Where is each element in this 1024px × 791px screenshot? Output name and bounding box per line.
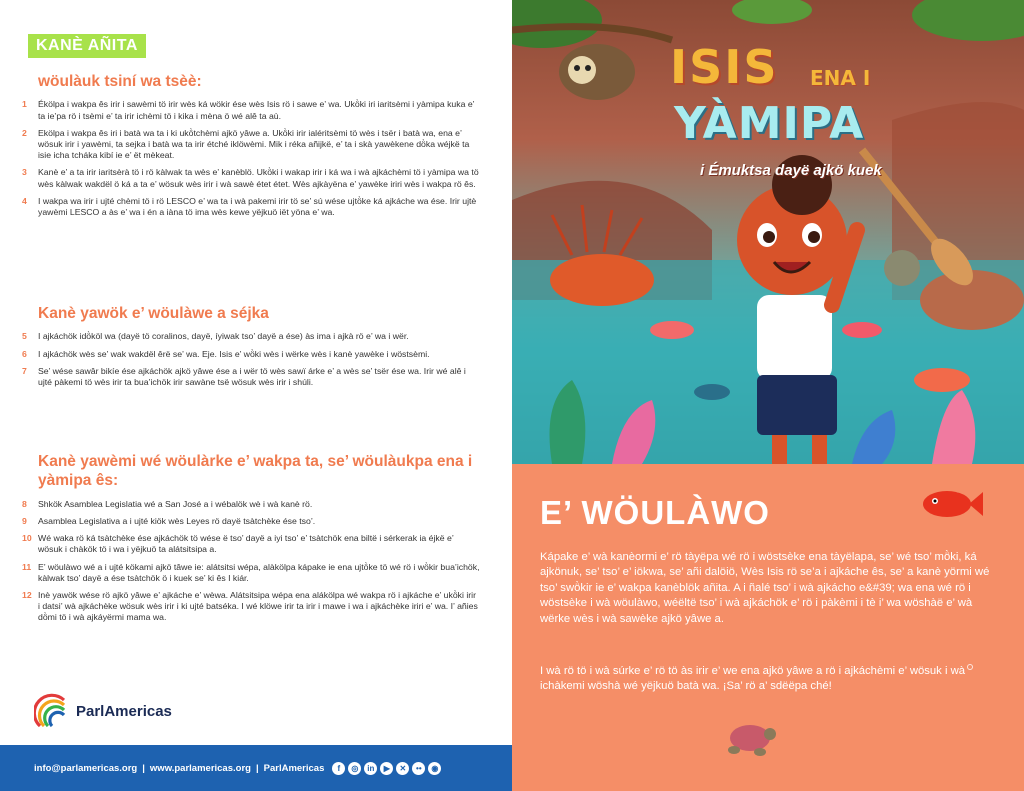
info-panel: [512, 464, 1024, 791]
list-item: 6 I ajkáchök wès se’ wak wakdël êrë se’ wa. Eje. Isis e’ wö̀ki wès i wërke wès i kanè yawèke i wöstsèmi.: [22, 348, 430, 359]
footer-separator: |: [255, 762, 259, 774]
x-icon[interactable]: ✕: [396, 762, 409, 775]
section-3-heading: Kanè yawèmi wé wöulàrke e’ wakpa ta, se’ wöulàukpa ena i yàmipa ês:: [38, 453, 473, 490]
list-item: 9 Asamblea Legislativa a i ujté kiök wès Leyes rö dayë tsàtchèke ése tso’.: [22, 515, 316, 526]
cover-subtitle: i Émuktsa dayë ajkö kuek: [700, 162, 882, 179]
list-item: 5 I ajkáchök idö̀köl wa (dayë tö coralinos, dayë, íyiwak tso’ dayë a ése) às ima i ajkà rö e’ wa i wër.: [22, 331, 409, 342]
section-1: [18, 72, 480, 224]
section-tag: KANÈ AÑITA: [28, 34, 146, 58]
parlamericas-logo-icon: [34, 692, 74, 730]
footer-bar: [0, 745, 512, 791]
footer-email[interactable]: info@parlamericas.org: [34, 762, 138, 774]
turtle-icon: [720, 714, 780, 762]
list-item: 3 Kanè e’ a ta irir iaritsèrà tö i rö kàlwak ta wès e’ kanèblö. Ukö̀ki i wakap irir i ká wa i wà ajkáchèmi tö i yàmipa wa tö wès kàlwak wakdël ö ká a ta e’ wösuk wès irir i wà sawè étet étet. Wès ajkàyëna e’ yawèke iriri wès i wakpa rö ês.: [22, 167, 479, 189]
right-page: [512, 0, 1024, 791]
flickr-icon[interactable]: ••: [412, 762, 425, 775]
linkedin-icon[interactable]: in: [364, 762, 377, 775]
podcast-icon[interactable]: ◉: [428, 762, 441, 775]
panel-paragraph-1: Kápake e’ wà kanèormi e’ rö tàyëpa wé rö i wöstsèke ena tàyëlapa, se’ wé tso’ mö̀ki, ká ajkönuk, se’ tso’ e’ iökwa, se’ añi dalöiö, Wès Isis rö se’a i ajkáche ês, se’ a kanè yörmi wé tso’ swö̀kir ie e’ wakpa kanèblök añita. A i ñalé tso’ i wà ajkácho e&#39; wa ena wé rö i wöstsèke i wà wöulàwo, wéëltë tso’ i wà ajkáchök e’ rö i pàkèmi i tè i’ wa wöshàë e’ wà wërke wès i wà sawèke ajkö yâwe a.: [540, 551, 990, 625]
panel-paragraph-2: I wà rö tö i wà súrke e’ rö tö às irir e’ we ena ajkö yâwe a rö i ajkáchèmi e’ wösuk i wà ichàkemi wöshà wé yëjkuö batà wa. ¡Sa’ rö a’ sdëëpa ché!: [540, 665, 966, 693]
list-item: 4 I wakpa wa irir i ujté chèmi tö i rö LESCO e’ wa ta i wà pakemi irir tö se’ sú wése ujtö̀ke ká ajkáche wa ése. Irir ujtè yawèmi LESCO a às e’ wa i én a iàna tö ima wès kewe yëjkuö iët yöna e’ wa.: [22, 195, 477, 217]
footer-separator: |: [142, 762, 145, 774]
social-icons: [332, 762, 441, 775]
footer-name: ParlAmericas: [263, 762, 325, 774]
youtube-icon[interactable]: ▶: [380, 762, 393, 775]
panel-heading: E’ WÖULÀWO: [540, 494, 770, 531]
list-item: 8 Shkök Asamblea Legislatia wé a San José a i wébalök wè i wà kanè rö.: [22, 498, 313, 509]
facebook-icon[interactable]: f: [332, 762, 345, 775]
cover-title-ena: ENA I: [810, 66, 871, 90]
cover-illustration: [512, 0, 1024, 464]
list-item: 10 Wé waka rö ká tsàtchèke ése ajkáchök tö wése ë tso’ dayë a iyi tso’ e’ tsàtchök ena biltë i sérkerak ia éjkë e’ wösuk i chàkök tö i wa i yëjkuö ta alátsitsipa a.: [22, 533, 454, 555]
list-item: 12 Inè yawök wése rö ajkö yâwe e’ ajkáche e’ wèwa. Alátsitsipa wépa ena alákölpa wé wakpa rö i ajkáche e’ ukö̀ki irir i datsi’ wà ajkáchèke wösuk wès irir i ki ujté batséka. I wé klöwe irir ta irir i mawe i wa i ajkáchèke iriri e’ wa. I’ añies dö̀mi tö i wà ajkáyërmi mama wa.: [22, 589, 478, 623]
section-1-heading: wöulàuk tsiní wa tsèè:: [38, 73, 202, 90]
list-item: 2 Ekölpa i wakpa ês iri i batà wa ta i ki ukö̀tchèmi ajkö yâwe a. Ukö̀ki irir ialéritsèmi tö wès i tsër i batà wa, ena e’ wösuk irir i yawèmi, ta sejka i batà wa ta irir étché iklöwèmi. Mik i réka añijkë, e’ ta i skà yawèkene dö̀ka wéjkë ta isie icha tcháka kibí ie e’ ët mèkeat.: [22, 127, 470, 161]
list-item: 11 E’ wöulàwo wé a i ujté kökami ajkö tâwe ie: alátsitsi wépa, alàkölpa kápake ie ena ujtö̀ke tö wé rö i wö̀kir bua’ichök, kàlwak tso’ dayë a ése tsàtchök ö i kuek se’ ki ês I kiár.: [22, 561, 480, 583]
list-item: 7 Se’ wése sawâr bikíe ése ajkáchök ajkö yâwe ése a i wër tö wès sawï árke e’ a wès se’ tsër ése wa. Irir wé alê i ujté pàkemi tö wès irir ta bua’ichök irir sawàne tsë wösuk wès irir i shúli.: [22, 365, 466, 387]
instagram-icon[interactable]: ◎: [348, 762, 361, 775]
parlamericas-logo[interactable]: [34, 692, 172, 730]
section-2-heading: Kanè yawök e’ wöulàwe a séjka: [38, 305, 269, 322]
logo-text: ParlAmericas: [76, 702, 172, 720]
footer-website[interactable]: www.parlamericas.org: [149, 762, 251, 774]
section-2: [18, 304, 480, 394]
list-item: 1 Ékölpa i wakpa ês irir i sawèmi tö irir wès ká wökir ése wès Isis rö i sawe e’ wa. Ukö̀ki iri iaritsèmi i yàmipa kuka e’ ta ie’pa rö i tsèmi e’ ta irir ichèmi tö i kika i mèna ö wé alê ta aù.: [22, 99, 475, 121]
fish-icon: [917, 484, 985, 524]
cover-title-yamipa: YÀMIPA: [674, 98, 865, 149]
cover-title-isis: ISIS: [670, 40, 779, 94]
section-3: [18, 452, 480, 630]
